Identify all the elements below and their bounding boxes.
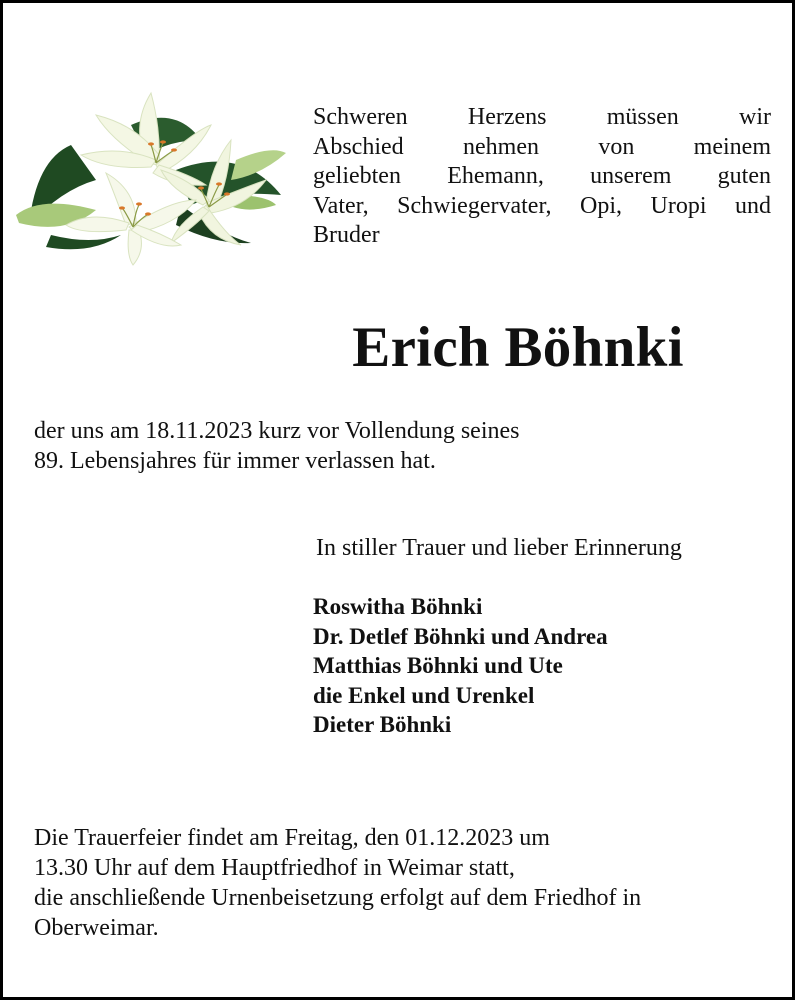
funeral-line: die anschließende Urnenbeisetzung erfolgt auf dem Friedhof in [34,885,642,911]
family-member: Roswitha Böhnki [313,594,483,619]
intro-line: geliebten Ehemann, unserem guten [313,163,771,189]
death-notice [34,416,520,476]
intro-line: Bruder [313,222,380,248]
intro-text [313,103,771,251]
funeral-details [34,823,641,943]
death-notice-line: 89. Lebensjahres für immer verlassen hat. [34,448,436,474]
deceased-name: Erich Böhnki [352,316,684,379]
family-member: die Enkel und Urenkel [313,682,535,708]
lily-flowers-icon [11,85,289,267]
funeral-line: Oberweimar. [34,915,159,941]
intro-line: Abschied nehmen von meinem [313,133,771,160]
family-list [313,592,608,740]
funeral-line: 13.30 Uhr auf dem Hauptfriedhof in Weimar statt, [34,855,515,881]
intro-line: Schweren Herzens müssen wir [313,104,771,130]
family-member: Dr. Detlef Böhnki und Andrea [313,623,608,649]
family-member: Dieter Böhnki [313,712,452,737]
intro-line: Vater, Schwiegervater, Opi, Uropi und [313,192,771,219]
funeral-line: Die Trauerfeier findet am Freitag, den 01.12.2023 um [34,825,550,851]
family-member: Matthias Böhnki und Ute [313,653,563,678]
death-notice-line: der uns am 18.11.2023 kurz vor Vollendung seines [34,418,520,444]
mourning-line: In stiller Trauer und lieber Erinnerung [316,535,682,561]
